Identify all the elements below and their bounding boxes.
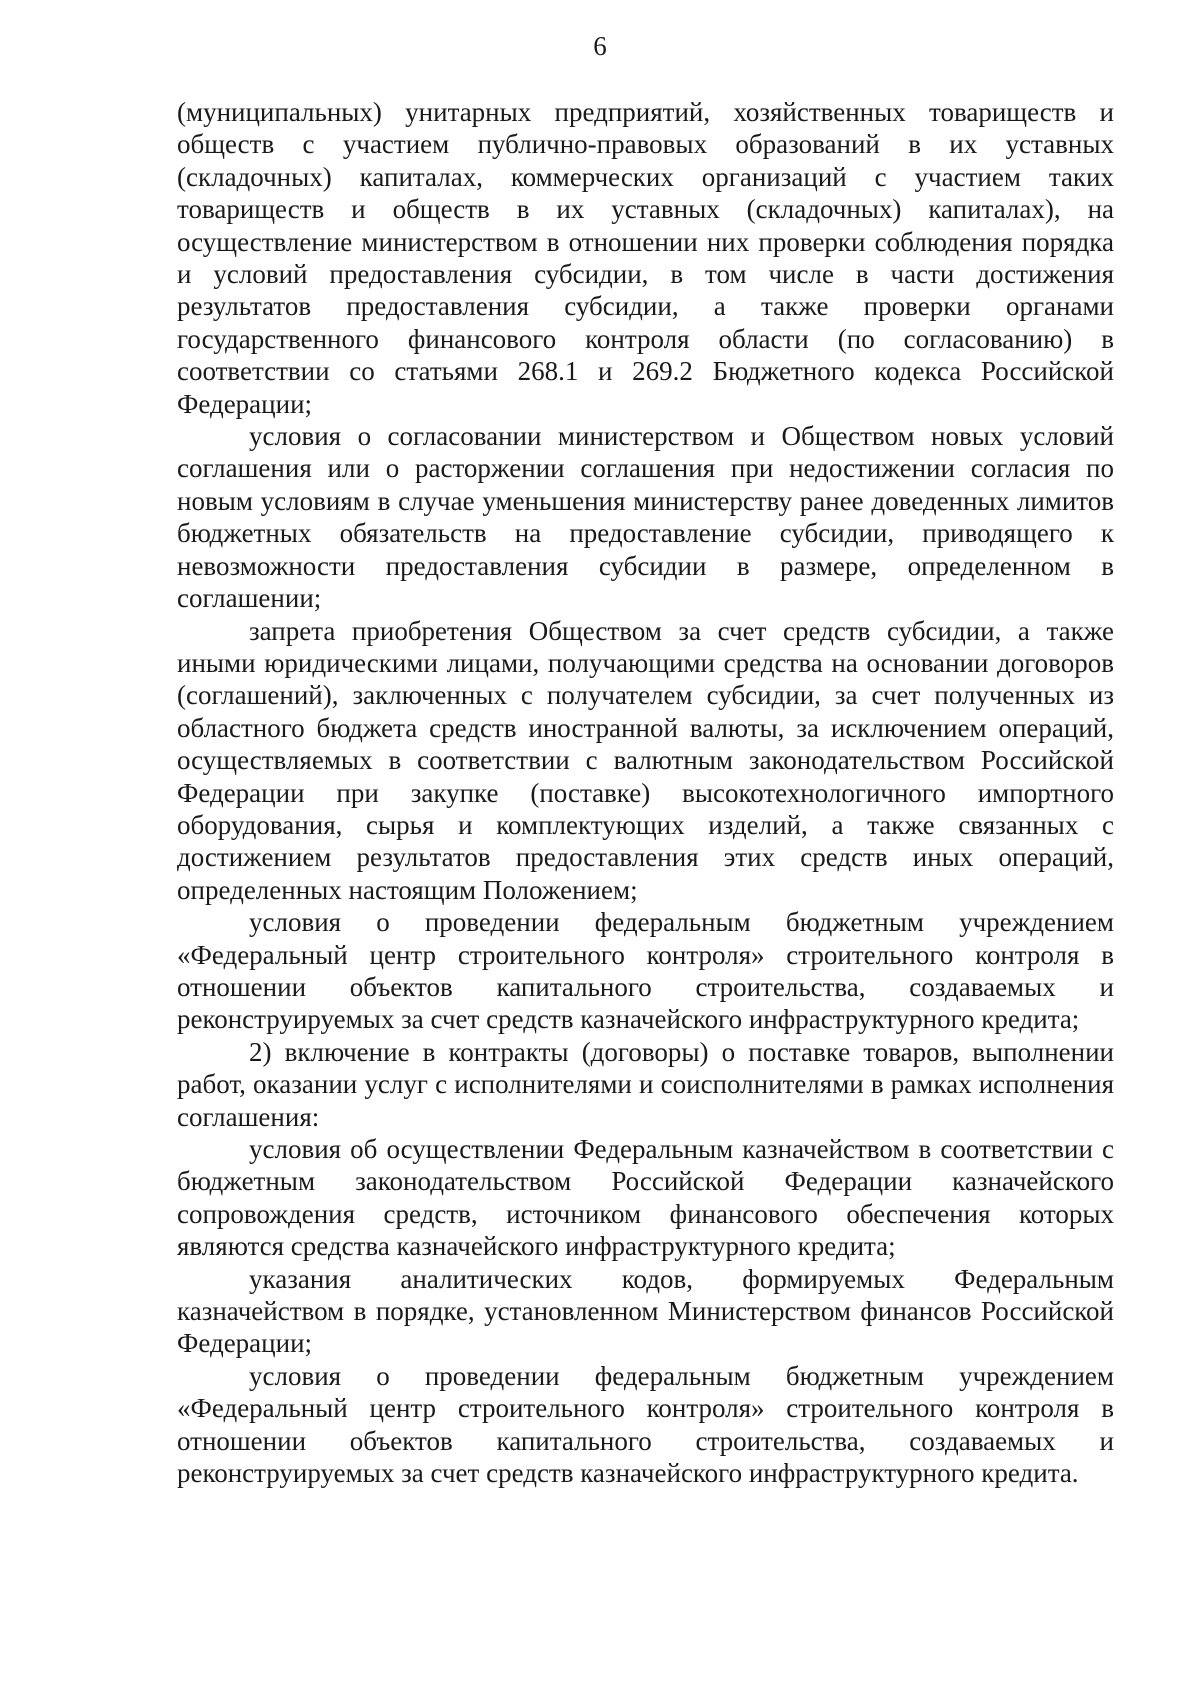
paragraph-agreement-conditions: условия о согласовании министерством и Обществом новых условий соглашения или о расторжении соглашения при недостижении согласия по новым условиям в случае уменьшения министерству ранее доведенных лимитов бюджетных обязательств на предоставление субсидии, приводящего к невозможности предоставления субсидии в размере, определенном в соглашении; bbox=[177, 421, 1114, 614]
paragraph-treasury-support: условия об осуществлении Федеральным казначейством в соответствии с бюджетным законодательством Российской Федерации казначейского сопровождения средств, источником финансового обеспечения которых являются средства казначейского инфраструктурного кредита; bbox=[177, 1134, 1114, 1262]
document-body bbox=[177, 96, 1114, 1489]
paragraph-contracts-inclusion: 2) включение в контракты (договоры) о поставке товаров, выполнении работ, оказании услуг с исполнителями и соисполнителями в рамках исполнения соглашения: bbox=[177, 1036, 1114, 1132]
paragraph-construction-control-final: условия о проведении федеральным бюджетным учреждением «Федеральный центр строительного контроля» строительного контроля в отношении объектов капитального строительства, создаваемых и реконструируемых за счет средств казначейского инфраструктурного кредита. bbox=[177, 1360, 1114, 1489]
page-number: 6 bbox=[593, 31, 607, 61]
paragraph-construction-control: условия о проведении федеральным бюджетным учреждением «Федеральный центр строительного контроля» строительного контроля в отношении объектов капитального строительства, создаваемых и реконструируемых за счет средств казначейского инфраструктурного кредита; bbox=[177, 907, 1114, 1035]
paragraph-analytic-codes: указания аналитических кодов, формируемых Федеральным казначейством в порядке, установленном Министерством финансов Российской Федерации; bbox=[177, 1263, 1114, 1359]
paragraph-continuation: (муниципальных) унитарных предприятий, хозяйственных товариществ и обществ с участием публично-правовых образований в их уставных (складочных) капиталах, коммерческих организаций с участием таких товариществ и обществ в их уставных (складочных) капиталах), на осуществление министерством в отношении них проверки соблюдения порядка и условий предоставления субсидии, в том числе в части достижения результатов предоставления субсидии, а также проверки органами государственного финансового контроля области (по согласованию) в соответствии со статьями 268.1 и 269.2 Бюджетного кодекса Российской Федерации; bbox=[177, 97, 1114, 419]
paragraph-currency-prohibition: запрета приобретения Обществом за счет средств субсидии, а также иными юридическими лицами, получающими средства на основании договоров (соглашений), заключенных с получателем субсидии, за счет полученных из областного бюджета средств иностранной валюты, за исключением операций, осуществляемых в соответствии с валютным законодательством Российской Федерации при закупке (поставке) высокотехнологичного импортного оборудования, сырья и комплектующих изделий, а также связанных с достижением результатов предоставления этих средств иных операций, определенных настоящим Положением; bbox=[177, 615, 1114, 905]
